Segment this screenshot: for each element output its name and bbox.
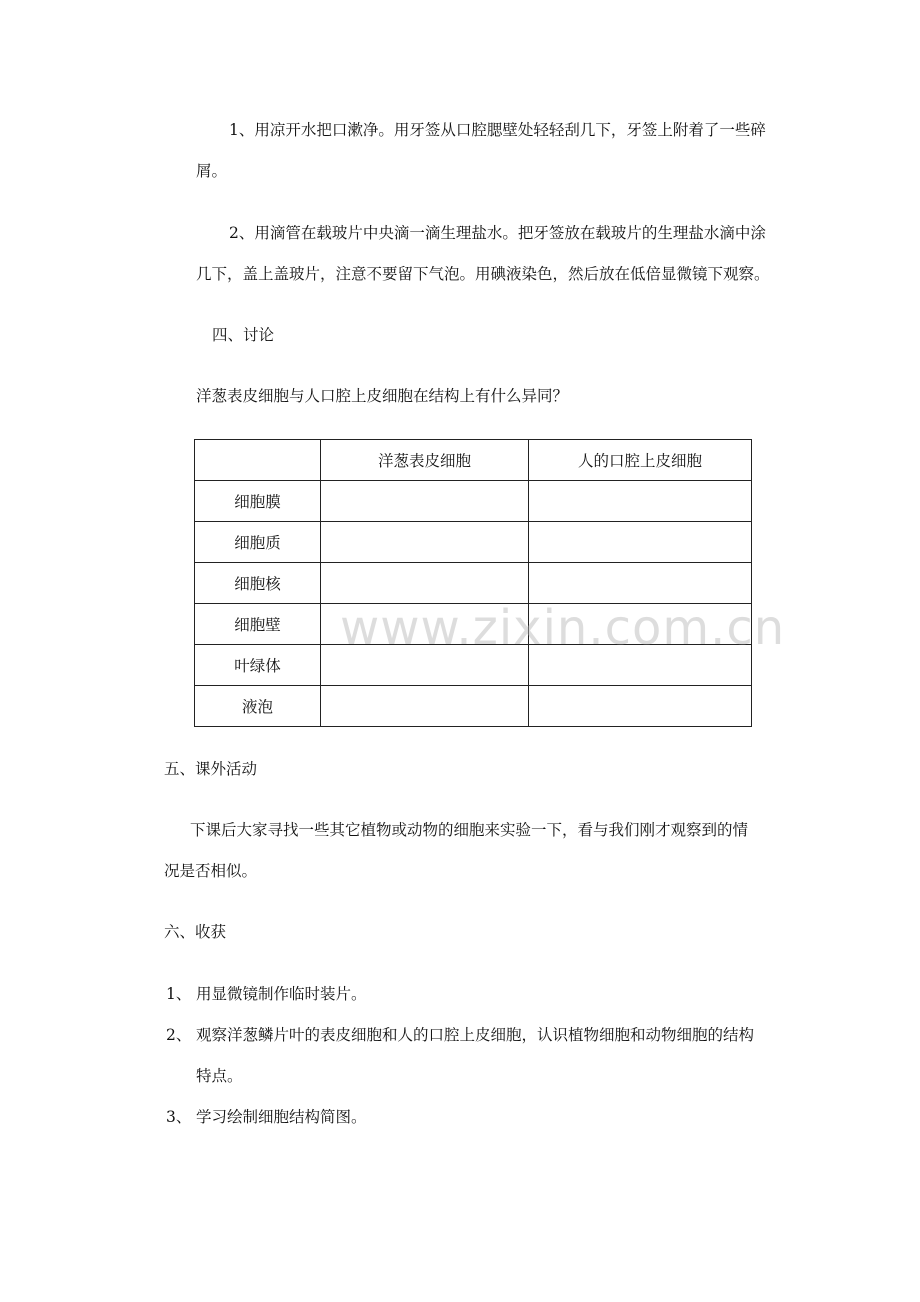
table-row [195,563,752,604]
table-row [195,481,752,522]
list-item-number: 3、 [166,1108,192,1126]
table-cell [529,522,752,563]
table-header-row [195,440,752,481]
comparison-table [194,439,752,727]
table-header-cell: 洋葱表皮细胞 [321,440,529,481]
step1-line1: 1、用凉开水把口漱净。用牙签从口腔腮壁处轻轻刮几下，牙签上附着了一些碎 [229,121,766,139]
list-item-text-cont: 特点。 [196,1067,243,1085]
section5-para-line1: 下课后大家寻找一些其它植物或动物的细胞来实验一下，看与我们刚才观察到的情 [190,821,749,839]
list-item-text: 用显微镜制作临时装片。 [196,985,367,1003]
section5-heading: 五、课外活动 [164,760,258,778]
table-header-cell: 人的口腔上皮细胞 [529,440,752,481]
table-cell [529,481,752,522]
table-cell [529,563,752,604]
row-label: 细胞质 [195,522,321,563]
row-label: 细胞壁 [195,604,321,645]
section6-heading: 六、收获 [164,923,227,941]
section5-para-line2: 况是否相似。 [164,862,258,880]
list-item-text: 观察洋葱鳞片叶的表皮细胞和人的口腔上皮细胞，认识植物细胞和动物细胞的结构 [196,1026,755,1044]
list-item-text: 学习绘制细胞结构简图。 [196,1108,367,1126]
step2-line1: 2、用滴管在载玻片中央滴一滴生理盐水。把牙签放在载玻片的生理盐水滴中涂 [229,224,766,242]
list-item-number: 1、 [166,985,192,1003]
step1-line2: 屑。 [196,162,228,180]
row-label: 细胞核 [195,563,321,604]
row-label: 液泡 [195,686,321,727]
row-label: 细胞膜 [195,481,321,522]
table-cell [529,686,752,727]
section4-heading: 四、讨论 [212,326,275,344]
row-label: 叶绿体 [195,645,321,686]
table-cell [321,481,529,522]
list-item-number: 2、 [166,1026,192,1044]
table-header-cell [195,440,321,481]
step2-line2: 几下，盖上盖玻片，注意不要留下气泡。用碘液染色，然后放在低倍显微镜下观察。 [196,265,770,283]
watermark: www.zixin.com.cn [340,600,786,656]
table-row [195,522,752,563]
table-cell [321,522,529,563]
table-cell [321,563,529,604]
table-row [195,686,752,727]
section4-question: 洋葱表皮细胞与人口腔上皮细胞在结构上有什么异同？ [196,387,569,405]
table-cell [321,686,529,727]
